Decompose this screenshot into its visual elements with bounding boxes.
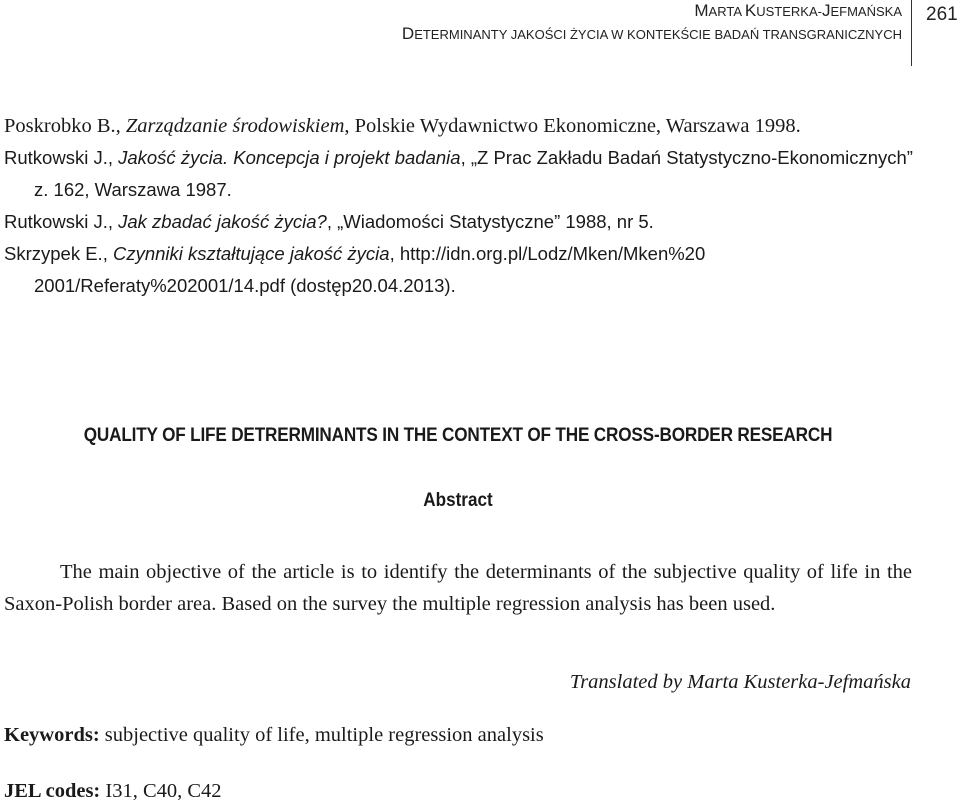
reference-item: Rutkowski J., Jakość życia. Koncepcja i projekt badania, „Z Prac Zakładu Badań Statystyczno-Ekonomicznych” z. 162, Warszawa 1987. [4, 147, 913, 200]
keywords [4, 724, 544, 747]
paper-title: QUALITY OF LIFE DETRERMINANTS IN THE CONTEXT OF THE CROSS-BORDER RESEARCH [83, 424, 833, 446]
running-header-title: DETERMINANTY JAKOŚCI ŻYCIA W KONTEKŚCIE BADAŃ TRANSGRANICZNYCH [401, 24, 902, 43]
keywords-value: subjective quality of life, multiple regression analysis [99, 724, 544, 746]
translator-credit: Translated by Marta Kusterka-Jefmańska [569, 671, 911, 693]
running-header-author: MARTA KUSTERKA-JEFMAŃSKA [694, 1, 902, 20]
reference-item: Poskrobko B., Zarządzanie środowiskiem, Polskie Wydawnictwo Ekonomiczne, Warszawa 1998. [4, 115, 801, 137]
abstract-text: The main objective of the article is to identify the determinants of the subjective quality of life in the Saxon-Polish border area. Based on the survey the multiple regression analysis has been used. [4, 561, 912, 615]
reference-item: Rutkowski J., Jak zbadać jakość życia?, „Wiadomości Statystyczne” 1988, nr 5. [4, 211, 654, 232]
page-number: 261 [926, 4, 958, 25]
reference-item: Skrzypek E., Czynniki kształtujące jakość życia, http://idn.org.pl/Lodz/Mken/Mken%20 2001/Referaty%202001/14.pdf (dostęp20.04.2013). [4, 243, 706, 296]
jel-value: I31, C40, C42 [100, 780, 222, 802]
abstract-heading: Abstract [423, 490, 493, 511]
header-divider [911, 0, 912, 66]
jel-label: JEL codes: [4, 780, 101, 802]
keywords-label: Keywords: [4, 724, 100, 746]
reference-list [4, 110, 914, 302]
jel-codes [4, 780, 222, 803]
